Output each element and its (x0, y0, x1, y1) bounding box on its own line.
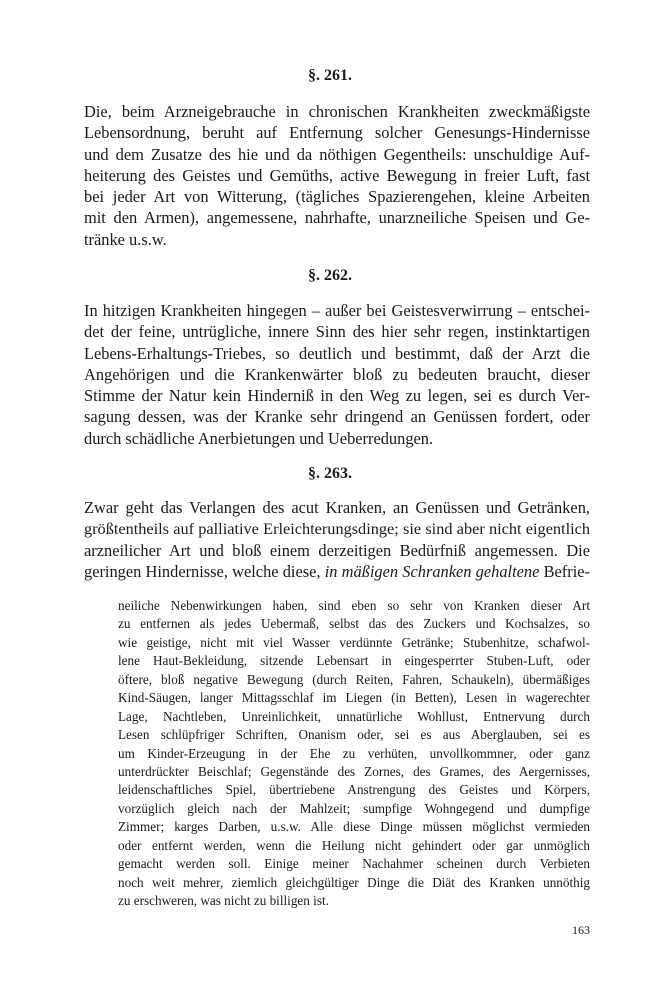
paragraph-263 (84, 497, 590, 582)
footnote-line: zu entfernen als jedes Uebermaß, selbst das des Zuckers und Kochsalzes, so (118, 616, 590, 632)
text-line: Stimme der Natur kein Hinderniß in den Weg zu legen, sei es durch Ver- (84, 386, 590, 406)
paragraph-261 (84, 101, 590, 250)
section-heading-263: §. 263. (308, 465, 352, 482)
footnote-line: Zimmer; karges Darben, u.s.w. Alle diese Dinge müssen möglichst vermieden (118, 819, 590, 835)
footnote-line: Lage, Nachtleben, Unreinlichkeit, unnatürliche Wohllust, Entnervung durch (118, 708, 590, 724)
text-run: geringen Hindernisse, welche diese, (84, 561, 325, 581)
text-line: Zwar geht das Verlangen des acut Kranken, an Genüssen und Getränken, (84, 498, 590, 517)
text-line: tränke u.s.w. (84, 229, 167, 249)
text-line: mit den Armen), angemessene, nahrhafte, unarzneiliche Speisen und Ge- (84, 208, 590, 228)
footnote-line: um Kinder-Erzeugung in der Ehe zu verhüten, unvollkommner, oder ganz (118, 745, 590, 761)
footnote-line: unterdrückter Beischlaf; Gegenstände des Zornes, des Grames, des Aergernisses, (118, 763, 590, 779)
text-line: arzneilicher Art und bloß einem derzeitigen Bedürfniß angemessen. Die (84, 540, 590, 560)
footnote-line: noch weit mehrer, ziemlich gleichgültiger Dinge die Diät des Kranken unnöthig (118, 874, 590, 890)
footnote-continuation (118, 597, 590, 910)
text-line: heiterung des Geistes und Gemüths, active Bewegung in freier Luft, fast (84, 165, 590, 185)
footnote-line: lene Haut-Bekleidung, sitzende Lebensart in eingesperrter Stuben-Luft, oder (118, 653, 590, 669)
text-line-mixed (84, 561, 590, 582)
footnote-line: leidenschaftliches Spiel, übertriebene Anstrengung des Geistes und Körpers, (118, 782, 590, 798)
footnote-line: wie geistige, nicht mit viel Wasser verdünnte Getränke; Stubenhitze, schafwol- (118, 634, 590, 650)
text-line: In hitzigen Krankheiten hingegen – außer bei Geistesverwirrung – entschei- (84, 301, 590, 320)
text-line: bei jeder Art von Witterung, (tägliches Spazierengehen, kleine Arbeiten (84, 187, 590, 207)
text-line: Die, beim Arzneigebrauche in chronischen Krankheiten zweckmäßigste (84, 102, 590, 121)
paragraph-262 (84, 300, 590, 449)
text-run: Befrie- (539, 561, 590, 581)
text-line: und dem Zusatze des hie und da nöthigen Gegentheils: unschuldige Auf- (84, 144, 590, 164)
text-line: Lebensordnung, beruht auf Entfernung solcher Genesungs-Hindernisse (84, 123, 590, 143)
italic-text-run: in mäßigen Schranken gehaltene (324, 561, 540, 581)
text-line: Lebens-Erhaltungs-Triebes, so deutlich und bestimmt, daß der Arzt die (84, 343, 590, 363)
footnote-line: öftere, bloß negative Bewegung (durch Reiten, Fahren, Schaukeln), übermäßiges (118, 671, 590, 687)
text-line: det der feine, untrügliche, innere Sinn des hier sehr regen, instinktartigen (84, 322, 590, 342)
text-line: Angehörigen und die Krankenwärter bloß zu bedeuten braucht, dieser (84, 364, 590, 384)
footnote-line: oder entfernt werden, wenn die Heilung nicht gehindert oder gar unmöglich (118, 837, 590, 853)
footnote-line: zu erschweren, was nicht zu billigen ist. (118, 893, 329, 908)
footnote-line: Lesen schlüpfriger Schriften, Onanism oder, sei es aus Aberglauben, sei es (118, 727, 590, 743)
section-heading-262: §. 262. (308, 267, 352, 284)
text-line: durch schädliche Anerbietungen und Ueberredungen. (84, 428, 434, 448)
section-heading-261: §. 261. (308, 67, 352, 84)
page-number: 163 (572, 923, 590, 937)
text-line: größtentheils auf palliative Erleichterungsdinge; sie sind aber nicht eigentlich (84, 519, 590, 539)
footnote-line: vorzüglich gleich nach der Mahlzeit; sumpfige Wohngegend und dumpfige (118, 800, 590, 816)
text-line: sagung dessen, was der Kranke sehr dringend an Genüssen fordert, oder (84, 407, 590, 427)
footnote-line: neiliche Nebenwirkungen haben, sind eben so sehr von Kranken dieser Art (118, 598, 590, 613)
footnote-line: gemacht werden soll. Einige meiner Nachahmer scheinen durch Verbieten (118, 856, 590, 872)
footnote-line: Kind-Säugen, langer Mittagsschlaf im Liegen (in Betten), Lesen in wagerechter (118, 690, 590, 706)
